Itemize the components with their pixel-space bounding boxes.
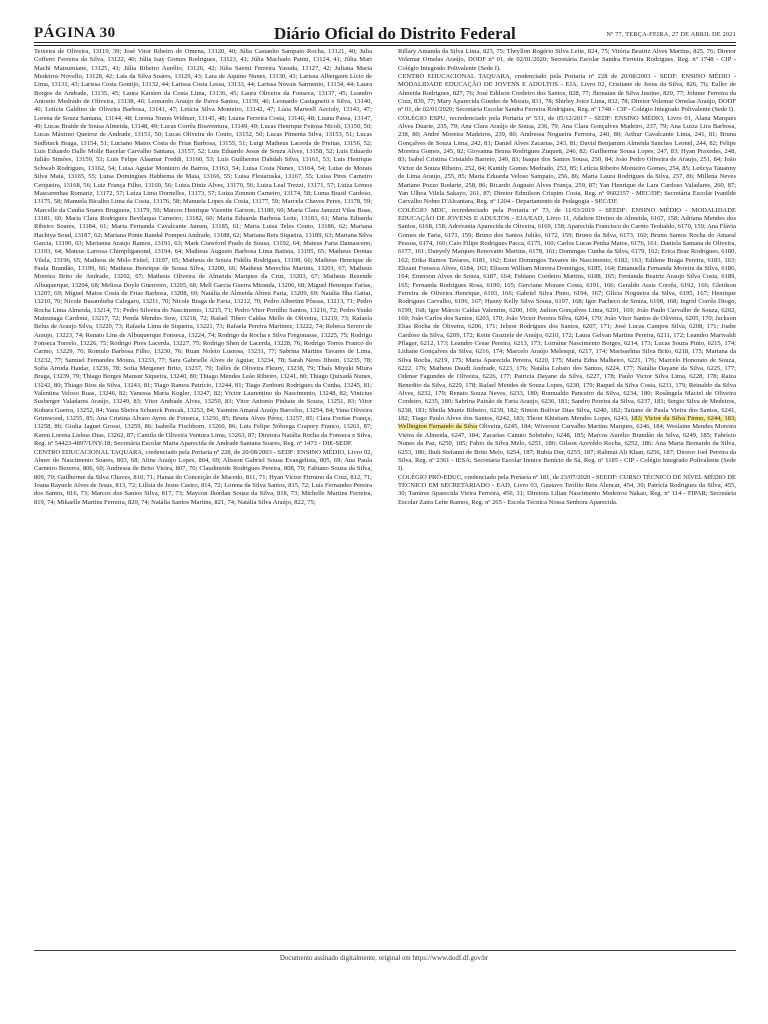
page-footer: Documento assinado digitalmente, original em https://www.dodf.df.gov.br [279, 954, 489, 962]
left-paragraph-1: Teixeira de Oliveira, 13119, 39; José Vitor Ribeiro de Omena, 13120, 40; Júlia Castanho Sampaio Rocha, 13121, 40; Julia Cofferri Ferreira da Silva, 13122, 40; Júlia Isay Gomes Rodrigues, 13123, 41; Júlia Machado Patini, 13124, 41; Júlia Mari Machi Matsumiane, 13125, 41; Júlia Ribeiro Aurélio, 13126, 42; Júlia Saemi Ferreira Yasuda, 13127, 42; Juliana Maria Medeiros Novello, 13128, 42; Laís da Silva Soares, 13129, 43; Lara de Aquino Nunes, 13130, 43; Larissa Albergaini Lício de Lima, 13131, 43; Larissa Costa Gontijo, 13132, 44; Larissa Costa Lessa, 13133, 44; Larissa Novais Sarmento, 13134, 44; Laura Borges de Andrade, 13135, 45; Laura Karsten da Costa Lima, 13136, 45; Laura Oliveira da Fonseca, 13137, 45; Leandro Antonio Medrado de Oliveira, 13138, 46; Leonardo Araújo de Paiva Santos, 13139, 46; Leonardo Castagnetti e Silva, 13140, 46; Letícia Galdino de Oliveira Barbosa, 13141, 47; Letícia Silva Monteiro, 13142, 47; Lísia Marwell Aecioly, 13143, 47; Lorena de Souza Santana, 13144, 48; Lorena Nunes Widmer, 13145, 48; Luana Ferreira Costa, 13146, 48; Luana Passa, 13147, 49; Lucas Braide de Sousa Almeida, 13148, 49; Lucas Corrêa Boaventura, 13149, 49; Lucas Henrique Feitosa Nicoli, 13150, 50; Lucas Máximo Queiroz de Andrade, 13151, 50; Lucas Oliveira do Couto, 13152, 50; Lucas Pimenta Silva, 13153, 51; Lucas Sudbrack Braga, 13154, 51; Luciano Matos Costa de Frias Barbosa, 13155, 51; Luigi Matheus Lacerda de Freitas, 13156, 52; Luis Eduardo Dalle Molle Bacelar Carvalho Santana, 13157, 52; Luis Eduardo Jesus de Souza Alves, 13158, 52; Luis Eduardo Julião Simões, 13159, 53; Luis Felipe Alaamar Freddi, 13160, 53; Luis Guilherme Dahdah Silva, 13161, 53; Luis Henrique Schwab Rodrigues, 13162, 54; Luisa Aguiar Monteiro de Barros, 13163, 54; Luisa Costa Nunes, 13164, 54; Luise de Morais Silva Maia, 13165, 55; Luisa Domingues Habbema de Maia, 13166, 55; Luisa Fleuaruska, 13167, 55; Luisa Pires Carneiro Cerqueira, 13168, 56; Luiz França Filho, 13169, 56; Luiza Diniz Alves, 13170, 56; Luiza Leal Trezzi, 13171, 57; Luiza Lemos Mascarenhas Romariz, 13172, 57; Luiza Lima Dornelles, 13173, 57; Luiza Zonnon Carneiro, 13174, 58; Luma Brasil Cardoso, 13175, 58; Manuela Bicalho Lima da Costa, 13176, 58; Manuela Lopes da Costa, 13177, 59; Marcela Chaves Peres, 13178, 59; Marcelle da Cunha Soares Bruguera, 13179, 59; Marcos Henrique Visentin Garzon, 13180, 60; Maria Clara Januzzi Vilas Boas, 13181, 60; Maria Clara Rodrigues Bevilaqua Carneiro, 13182, 60; Maria Eduarda Barbosa Leite, 13183, 61; Maria Eduarda Ribeiro Soares, 13184, 61; Maria Fernanda Cavalcante Jansen, 13185, 61; Maria Luisa Teles Couto, 13186, 62; Mariana Hachiya Soud, 13187, 62; Mariana Ponte Randal Pompeu Andrade, 13188, 62; Mariana Reis Siqueira, 13189, 63; Mariana Silva Garcia, 13190, 63; Marianna Araujo Ramos, 13191, 63; Mark Crawford Prado de Sousa, 13192, 64; Mateus Faria Damasceno, 13193, 64; Mateus Larrosa Chimpliganond, 13194, 64; Matheus Augusto Barbosa Lima Batista, 13195, 65; Matheus Dontas Vilela, 13196, 65; Matheus de Melo Feitel, 13197, 65; Matheus de Souza Fidélis Rodrigues, 13198, 66; Matheus Henrique de Paula Brandão, 13199, 66; Matheus Henrique de Sousa Silva, 13200, 66; Matheus Merechia Martins, 13201, 67; Matheus Moreira Brito de Andrade, 13202, 67; Matheus Oliveira de Almeida Marques da Cruz, 13203, 67; Matheus Rezende Albuquerque, 13204, 68; Melissa Doyle Guerreiro, 13205, 68; Mell Garcia Guerra Miranda, 13206, 68; Miguel Henrique Farias, 13207, 69; Miguel Matos Costa de Frias Barbosa, 13208, 69; Natália de Almeida Abreu Faria, 13209, 69; Natália Ilha Gattai, 13210, 70; Nicole Basambeba Calegaro, 13211, 70; Nicole Braga de Faria, 13212, 70; Pedro Albertini Pôssas, 13213, 71; Pedro Rocha Lima Almeida, 13214, 71; Pedro Silveira do Nascimento, 13215, 71; Pedro Vitor Portilho Santos, 13216, 72; Pedro Yuuki Matsunaga Cardona, 13217, 72; Penda Mendes Sow, 13218, 72; Rafael Tiberi Caldas Mello de Oliveira, 13219, 73; Rafaela Belus de Araujo Silva, 13220, 73; Rafaela Lima de Siqueira, 13221, 73; Rafaela Pereira Martinez, 13222, 74; Rebeca Serero de Araujo, 13223, 74; Renato Lins de Albuquerque Fonseca, 13224, 74; Rodrigo da Rocha e Silva Fregonasse, 13225, 75; Rodrigo Fonseca Torrelo, 13226, 75; Rodrigo Pires Lacerda, 13227, 75; Rodrigo Shen de Lacerda, 13228, 76; Rodrigo Torres Franco do Carmo, 13229, 76; Romulo Barbosa Filho, 13230, 76; Ruan Noleto Lustosa, 13231, 77; Sabrina Martins Tavares de Lima, 13232, 77; Samuel Fernandes Moura, 13233, 77; Sara Gabrielle Alves de Aguiar, 13234, 78; Sarah Neres Jiboin, 13235, 78; Sofia Arruda Haidar, 13236, 78; Sofia Mergener Brito, 13237, 79; Talles de Oliveira Fleury, 13238, 79; Thaís Miyuki Miura Braga, 13239, 79; Thiago Borges Mansur Siqueira, 13240, 80; Thiago Mendes Leão Ribeiro, 13241, 80; Thiago Quixadá Nunes, 13242, 80; Thiago Rios da Silva, 13243, 81; Tiago Ramos Patrício, 13244, 81; Tiago Zenboni Rodrigues da Cunha, 13245, 81; Valentina Veloso Ruas, 13246, 82; Vanessa Maria Kogler, 13247, 82; Victor Laurentino do Nascimento, 13248, 82; Vinicius Susberger Valadares Araújo, 13249, 83; Vitor Andrade Alves, 13250, 83; Vitor Antonio Pinhate de Souza, 13251, 83; Vitor Kohara Guerra, 13252, 84; Yana Sheiva Schunck Poncak, 13253, 84; Yasmim Amaral Araújo Barcelos, 13254, 84; Yuna Oliveira Grimwood, 13255, 85; Ana Cristina Alvaro Ayres de Fonseca, 13256, 85; Bruna Alves Pérez, 13257, 85; Clara Freitas França, 13258, 86; Giulia Jagnet Grossi, 13259, 86; Isabella Fischborn, 13260, 86; Luis Felipe Nóbrega Crapory Franco, 13261, 87; Karen Lorena Lisboa Dias, 13262, 87; Camila de Oliveira Ventura Lima, 13263, 87; Diretora Natália Rocha da Fonseca e Silva, Reg. nº 54423-4897/UNY-18; Secretária Escolar Maria Aparecida de Andrade Santana Soares, Reg. nº 1473 - DIE-SEDF. [34, 48, 372, 448]
right-paragraph-4 [398, 207, 736, 474]
footer-rule [34, 950, 736, 951]
right-column [398, 48, 736, 946]
header-rule [34, 42, 736, 43]
left-paragraph-2: CENTRO EDUCACIONAL TAQUARA, credenciado pela Portaria nº 228, de 20/08/2003 - SEDF: ENSINO MÉDIO, Livro 02, Abner do Nascimento Soares, 803, 68; Aline Araújo Lopes, 804, 69; Alisson Gabriel Sousa Evangelista, 805, 69; Ana Paula Carneiro Bezerra, 806, 69; Andressa de Brito Vieira, 807, 70; Claudineide Rodrigues Pereira, 808, 70; Fabiano Souza da Silva, 809, 70; Guilherme da Silva Chaves, 810, 71; Hanaa do Conceição de Macedo, 811, 71; Hyan Victor Firmino da Cruz, 812, 71; Joana Rayuele Alves de Jesus, 813, 72; Lilísia de Jesus Castro, 814, 72; Lorena da Silva Santos, 815, 72; Luís Fernandes Pereira dos Santos, 816, 73; Marcos dos Santos Silva, 817, 73; Maycon Jhordan Souza da Silva, 818, 73; Michelle Martins Ferreira, 819, 74; Mikaelle Martins Ferreira, 820, 74; Natália Santos Martins, 821, 74; Natália Silva Araújo, 822, 75; [34, 448, 372, 506]
right-paragraph-3: COLÉGIO ESPU, recredenciado pela Portaria nº 531, de 05/12/2017 - SEDF: ENSINO MÉDIO, Livro 01, Alana Marques Alves Duarte, 235, 79; Ana Clara Araújo de Sousa, 236, 79; Ana Clara Gonçalves Madeiro, 237, 79; Ana Luiza Lira Barbosa, 238, 80; André Moreira Madeiros, 239, 80; Andressa Nogueira Ferreira, 240, 80; Arthur Cavalcante Lima, 241, 81; Bruna Gonçalves de Souza Lima, 242, 81; Daniel Alves Zacarias, 243, 81; David Benjamim Almeida Sanches Leonel, 244, 82; Felipe Moreira Gomes, 245, 82; Giovanna Bruna Rodrigues Zuquett, 246, 82; Guilherme Sousa Lopes, 247, 83; Hyan Praxedes, 248, 83; Isabel Cristina Cristaldo Barreto, 249, 83; Isaque dos Santos Sousa, 250, 84; João Pedro Oliveira de Araujo, 251, 84; João Victor de Souza Ribeiro, 252, 84; Kamily Gomes Medrado, 253, 85; Letícia Ribeiro Monteiro Gomes, 254, 85; Letícya Tauanny de Lima Araujo, 255, 85; Maria Eduarda Veloso Sampaio, 256, 86; Maria Laura Rodrigues da Silva, 257, 86; Millena Neves Mariano Pozzo Rodarte, 258, 86; Ricardo Augusto Alves França, 259, 87; Yan Henrique de Lara Cardoso Valadares, 260, 87; Yan Ulhoa Vilela Sakayo, 261, 87; Diretor Edmilson Crispim Costa, Reg. nº 9602357 - MEC/DF; Secretária Escolar Ivanilde Carvalho Nobre D'Alcantara, Reg. nº 1204 - Departamento de Pedagogia - SEC/DF. [398, 114, 736, 206]
right-paragraph-4-end: Oliveira, 6245, 184; Wiverson Carvalho Martins Marques, 6246, 184; Weslaine Mendes Moreira Vieira de Almeida, 6247, 184; Zacarias Canuto Sobrinho, 6248, 185; Marcos Aurélio Brandão da Silva, 6249, 185; Fabrício Nunes da Paz, 6250, 185; Fabio da Silva Melo, 6251, 186; Gilson Azevêdo Rocha, 6252, 186; Ana Maria Bernardo da Silva, 6253, 186; Jhuli Stefanni de Brito Melo, 6254, 187; Rubia Dur, 6255, 187; Rahmat Ali Khan, 6256, 187; Diretor Joel Pereira da Silva, Reg. nº 2361 - IESA; Secretária Escolar Irenice Benício de Sá, Reg. nº 1185 - CIP - Colégio Integrado Polivalente (Sede I). [398, 423, 736, 473]
right-paragraph-4-text: COLÉGIO MDC, recredenciado pela Portaria nº 73, de 11/03/2019 - SEEDF: ENSINO MÉDIO - MODALIDADE EDUCAÇÃO DE JOVENS E ADULTOS - EJA/EAD, Livro 11, Adalton Divino de Almeida, 6167, 158; Adriana Mendes dos Santos, 6168, 158; Adrevania Aparecida de Oliveira, 6169, 158; Aparecida Francisco do Carmo Teobaldo, 6170, 159; Ana Flávia Gomes de Faria, 6171, 159; Bruno dos Santos Julião, 6172, 159; Bruno da Silva, 6173, 160; Bruno Santos Rocha do Amaral Pessoa, 6174, 160; Caio Filipe Rodrigues Pacca, 6175, 160; Carlos Lucas Penha Matos, 6176, 161; Daniela Santana de Oliveira, 6177, 161; Danyely Marques Renovatto Martins, 6178, 161; Domingas Cunha da Silva, 6179, 162; Erica Braz Rodrigues, 6180, 162; Erika Ramos Tavares, 6181, 162; Ester Domingos Tavares do Nascimento, 6182, 163; Edilene Braga Pereira, 6183, 163; Elizani Fonseca Alves, 6184, 163; Elisson William Moreira Domingos, 6185, 164; Emanuella Fernanda Moreira da Silva, 6186, 164; Emerson Alves de Souza, 6187, 164; Fabiano Cordeiro Martins, 6188, 165; Fernanda Beatriz Araujo Silva Costa, 6189, 165; Fernanda Rodrigues Rosa, 6190, 165; Gerciane Moraes Costa, 6191, 166; Geraldo Assis Corrêa, 6192, 166; Gleidson Ferreira de Oliveira Henrique, 6193, 166; Gabriel Silva Pinto, 6194, 167; Glícia Nogueira da Silva, 6195, 167; Henrique Rodrigues Carvalho, 6196, 167; Husny Kelly Silva Sousa, 6197, 168; Igor Pacheco de Souza, 6198, 168; Ingrid Corrêa Diogo, 6199, 168; Igor Márcio Caldas Valentim, 6200, 169; Jailton Gonçalves Lima, 6201, 169; João Paulo Carvalho de Souza, 6202, 169; João Carlos dos Santos, 6203, 170; João Victor Pereira Silva, 6204, 170; João Vitor Santos de Oliveira, 6205, 170; Jackson Elias Rocha de Oliveira, 6206, 171; Jelson Rodrigues dos Santos, 6207, 171; José Lucas Campos Silva, 6208, 171; Joabe Cardoso da Silva, 6209, 172; Keite Graziele de Araújo, 6210, 172; Laura Gelvan Martins Pereira, 6211, 172; Leandro Marivaldi Pflager, 6212, 173; Leandro Cesar Pereira, 6213, 173; Lorraine Nascimento Borges, 6214, 173; Lucas Souza Pinto, 6215, 174; Lidiane Gonçalves da Silva, 6216, 174; Marcelo Araújo Melesqui, 6217, 174; Marisselma Silva Brito, 6218, 175; Mariana da Silva Rocha, 6219, 175; Maria Aparecida Pereira, 6220, 175; Maria Edna Malheiro, 6221, 176; Marcelo Honorato de Souza, 6222, 176; Matheus Daudt Andrade, 6223, 176; Natália Lobato dos Santos, 6224, 177; Natália Dayane da Silva, 6225, 177; Odenar Fagundes de Oliveira, 6226, 177; Patricia Dayane da Silva, 6227, 178; Paulo Victor Silva Lima, 6228, 178; Raiza Benedito da Silva, 6229, 178; Rafael Mendes de Souza Lopes, 6230, 179; Raquel da Silva Costa, 6231, 179; Reinaldo da Silva Alves, 6232, 179; Renato Souza Neves, 6233, 180; Romualdo Panceiro da Silva, 6234, 180; Rosângela Maciel de Oliveira Cordeiro, 6235, 180; Sabrina Paixão de Faria Araujo, 6236, 181; Sandro Pereira da Silva, 6237, 181; Sergio Silva de Medeiros, 6238, 181; Sheila Muniz Ribeiro, 6239, 182; Simon Bolivar Dias Silva, 6240, 182; Tatiane de Paula Vieira dos Santos, 6241, 182; Tiago Paulo Alves dos Santos, 6242, 183; Thoni Khistiam Mendes Lopes, 6243, [398, 206, 736, 423]
edition-info: Nº 77, TERÇA-FEIRA, 27 DE ABRIL DE 2021 [606, 31, 736, 38]
right-paragraph-1: Rillary Amanda da Silva Lima, 823, 75; Theyllon Rogério Silva Leite, 824, 75; Vitória Beatriz Alves Martins, 825, 76; Diretor Volemar Ornelas Araújo, DODF nº 01, de 02/01/2020; Secretária Escolar Sandra Ferreira Rodrigues, Reg. nº 1748 - CIP - Colégio Integrado Polivalente (Sede I). [398, 48, 736, 72]
journal-title: Diário Oficial do Distrito Federal [274, 24, 516, 43]
highlighted-text: 183; Victor da Silva Firmo, 6244, 183; Wellington Fernando da Silva [398, 415, 736, 431]
header-rule-thin [34, 45, 736, 46]
right-paragraph-5: COLÉGIO PRÓ-EDUC, credenciado pela Portaria nº 181, de 23/07/2020 - SEEDF: CURSO TÉCNICO DE NÍVEL MÉDIO DE TÉCNICO EM SECRETARIADO - EAD, Livro 03, Gustavo Teófilo Reis Alencar, 454, 30; Patrícia Rodrigues da Silva, 455, 30; Tamires Aparecida Vieira Ferreira, 456, 31; Diretora Lilian Nascimento Medeiros Nakao, Reg. nº 114 - FIPAR; Secretária Escolar Zaira Leite Ramos, Reg. nº 265 - Escola Técnica Nossa Senhora Aparecida. [398, 473, 736, 506]
right-paragraph-2: CENTRO EDUCACIONAL TAQUARA, credenciado pela Portaria nº 228 de 20/08/2003 - SEDF: ENSINO MÉDIO - MODALIDADE EDUCAÇÃO DE JOVENS E ADULTOS - EJA, Livro 02, Cristiane de Jesus da Silva, 826, 76; Euller de Almeida Rodrigues, 827, 76; José Edilson Cordeiro dos Santos, 828, 77; Jhonatan de Silva Justino, 829, 77; Johnne Ferreira da Cruz, 830, 77; Mary Aparecida Guedes de Morais, 831, 78; Shirley Joice Lima, 832, 78; Diretor Volemar Ornelas Araújo, DODF nº 01, de 02/01/2020; Secretária Escolar Sandra Ferreira Rodrigues, Reg. nº 1748 - CIP - Colégio Integrado Polivalente (Sede I). [398, 73, 736, 114]
page-number: PÁGINA 30 [34, 25, 116, 41]
left-column [34, 48, 372, 946]
